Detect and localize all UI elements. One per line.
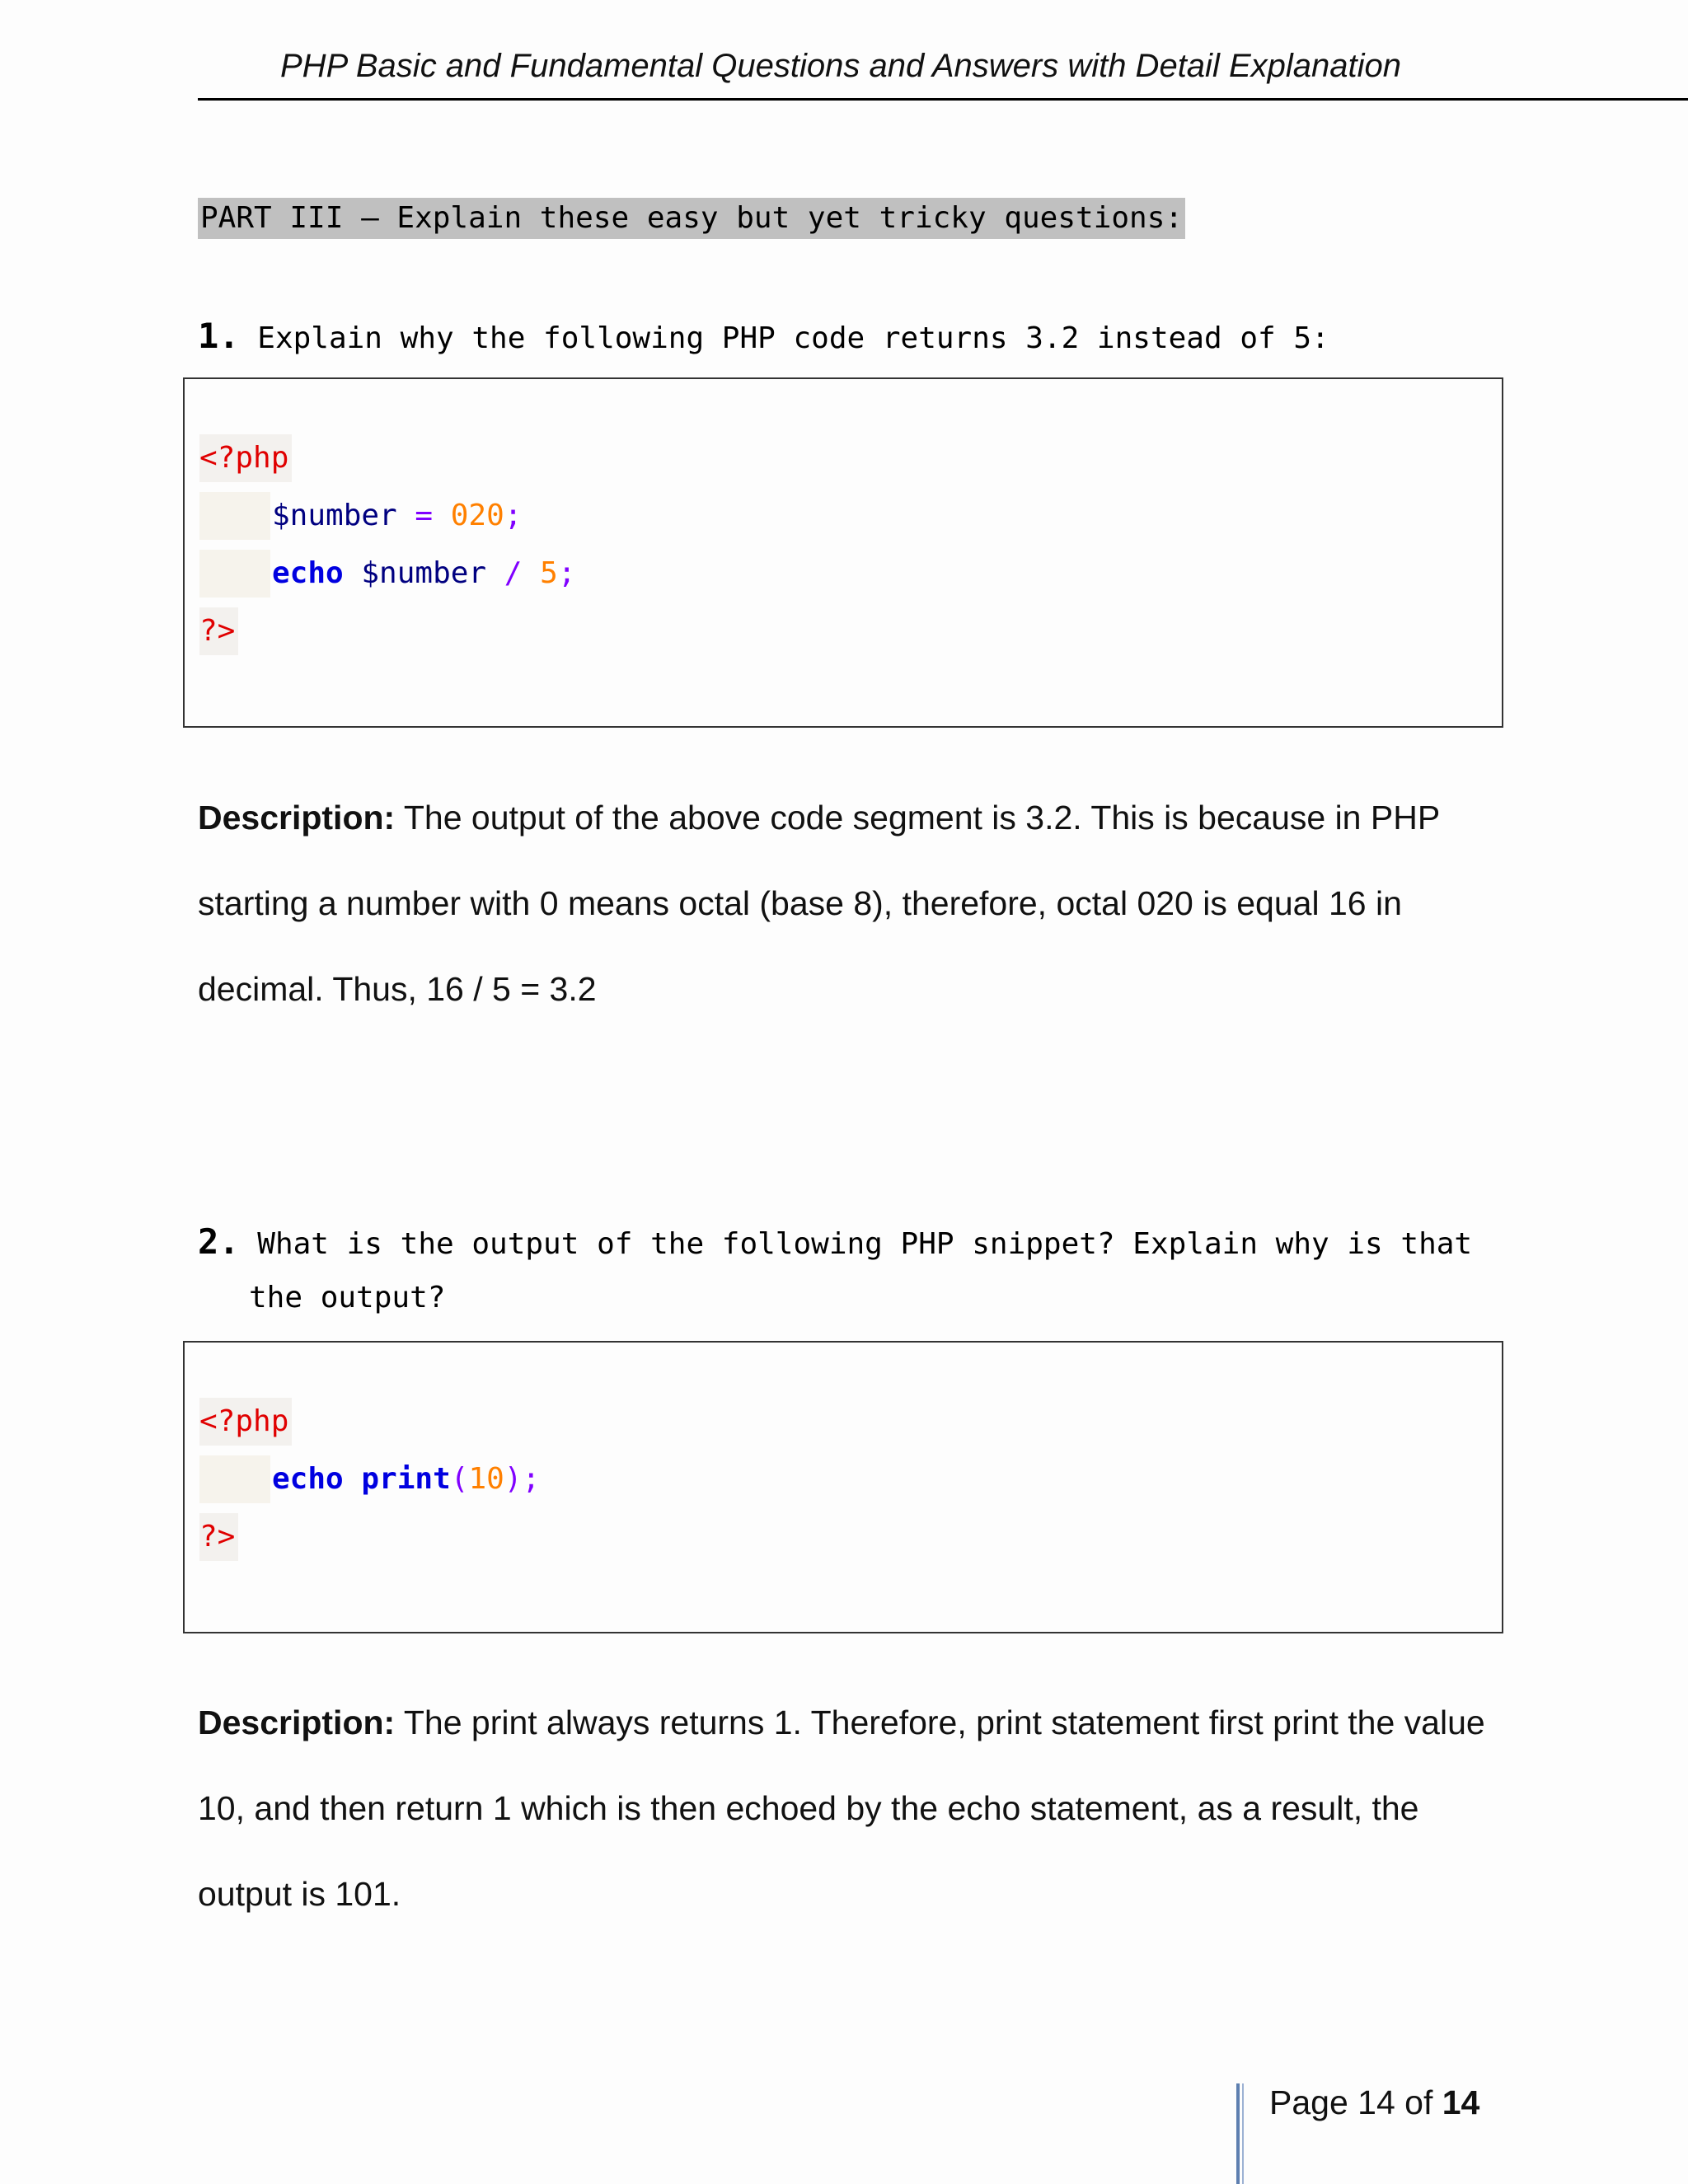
code-variable: $number: [343, 556, 487, 590]
code-variable: $number: [272, 499, 397, 532]
footer-divider: [1236, 2083, 1240, 2184]
code-paren: );: [504, 1462, 541, 1496]
page-number: [1269, 2083, 1479, 2122]
question-2: [198, 1221, 1472, 1262]
php-open-tag: <?php: [199, 1398, 292, 1446]
code-block-2: [183, 1341, 1503, 1633]
code-block-1: [183, 377, 1503, 728]
description-2: [198, 1680, 1500, 1937]
question-1: [198, 316, 1329, 356]
code-number: 10: [468, 1462, 504, 1496]
code-keyword: print: [343, 1462, 451, 1496]
code-line: [199, 1455, 540, 1503]
description-label: Description:: [198, 799, 396, 837]
php-open-tag: <?php: [199, 434, 292, 482]
code-line: [199, 492, 522, 540]
code-operator: /: [486, 556, 541, 590]
code-number: 020: [450, 499, 504, 532]
part-heading: PART III – Explain these easy but yet tricky questions:: [198, 198, 1185, 239]
code-line: [199, 550, 576, 598]
question-1-text: Explain why the following PHP code returns 3.2 instead of 5:: [257, 321, 1329, 355]
question-1-number: 1.: [198, 316, 240, 356]
code-paren: (: [450, 1462, 469, 1496]
header-rule: [198, 98, 1688, 101]
description-text: The print always returns 1. Therefore, print statement first print the value 10, and then return 1 which is then echoed by the echo statement, as a result, the output is 101.: [198, 1704, 1485, 1913]
code-semicolon: ;: [504, 499, 523, 532]
description-text: The output of the above code segment is 3.2. This is because in PHP starting a number with 0 means octal (base 8), therefore, octal 020 is equal 16 in decimal. Thus, 16 / 5 = 3.2: [198, 799, 1440, 1008]
question-2-line2: the output?: [249, 1281, 446, 1315]
code-operator: =: [396, 499, 451, 532]
question-2-text-line1: What is the output of the following PHP snippet? Explain why is that: [257, 1227, 1473, 1261]
description-label: Description:: [198, 1704, 396, 1741]
code-semicolon: ;: [557, 556, 576, 590]
page-total: 14: [1442, 2083, 1480, 2121]
header-title: PHP Basic and Fundamental Questions and Answers with Detail Explanation: [280, 48, 1401, 84]
code-keyword: echo: [272, 556, 344, 590]
page-number-prefix: Page 14 of: [1269, 2083, 1442, 2121]
question-2-number: 2.: [198, 1221, 240, 1262]
description-1: [198, 775, 1500, 1032]
code-keyword: echo: [272, 1462, 344, 1496]
php-close-tag: ?>: [199, 607, 238, 655]
code-number: 5: [540, 556, 558, 590]
footer-divider: [1242, 2083, 1244, 2184]
php-close-tag: ?>: [199, 1513, 238, 1561]
